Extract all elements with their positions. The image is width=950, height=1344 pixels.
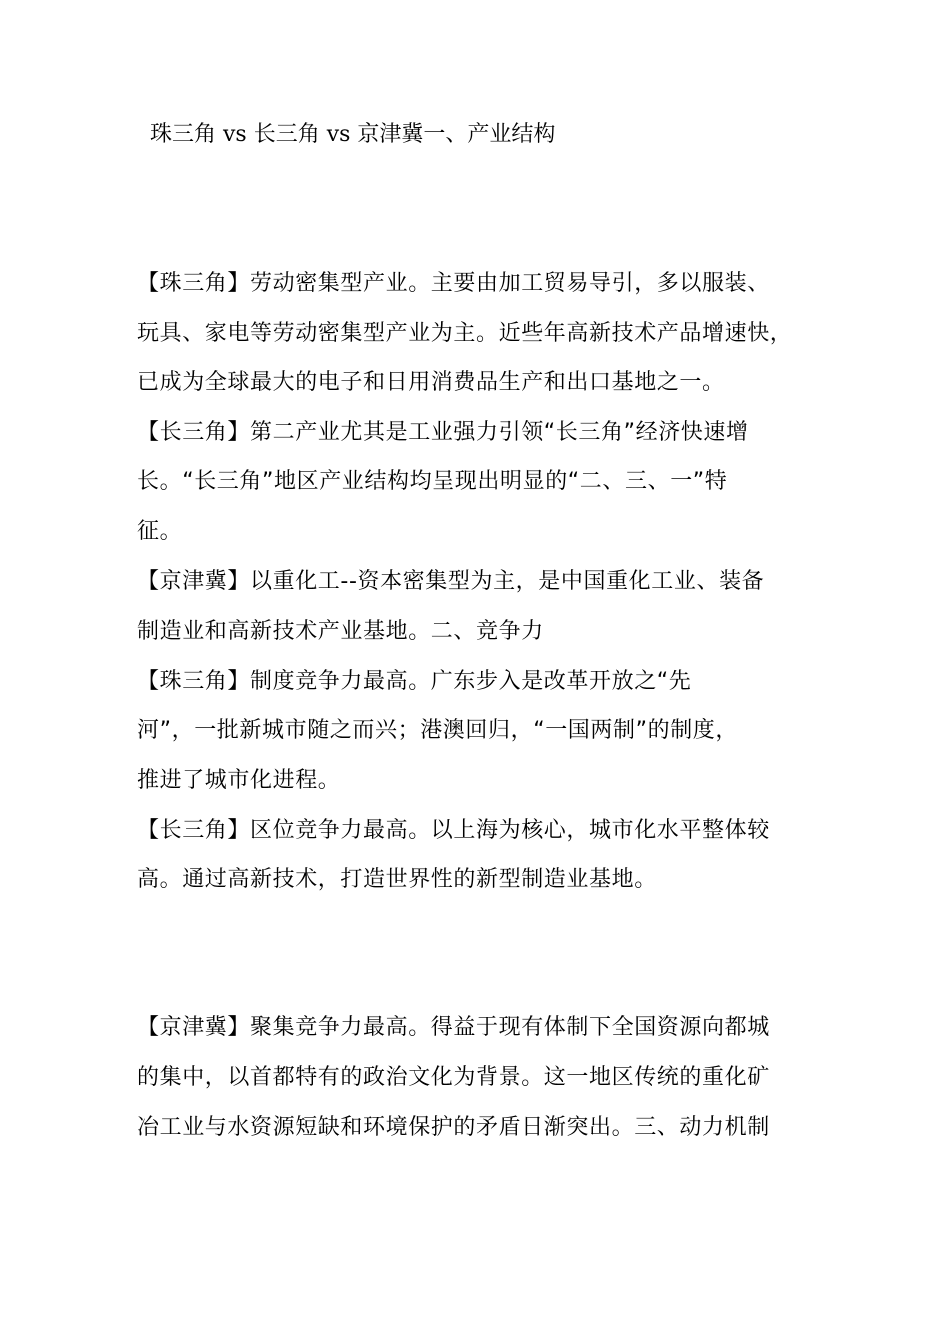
text-line: 长。“长三角”地区产业结构均呈现出明显的“二、三、一”特 bbox=[137, 469, 728, 494]
text-line: 玩具、家电等劳动密集型产业为主。近些年高新技术产品增速快， bbox=[137, 321, 793, 346]
text-line: 【长三角】第二产业尤其是工业强力引领“长三角”经济快速增 bbox=[137, 420, 749, 445]
text-line: 冶工业与水资源短缺和环境保护的矛盾日渐突出。三、动力机制 bbox=[137, 1115, 770, 1140]
document-title: 珠三角 vs 长三角 vs 京津冀一、产业结构 bbox=[150, 122, 556, 147]
text-line: 的集中，以首都特有的政治文化为背景。这一地区传统的重化矿 bbox=[137, 1065, 770, 1090]
text-line: 【京津冀】聚集竞争力最高。得益于现有体制下全国资源向都城 bbox=[137, 1015, 770, 1040]
text-line: 高。通过高新技术，打造世界性的新型制造业基地。 bbox=[137, 867, 657, 892]
text-line: 【珠三角】劳动密集型产业。主要由加工贸易导引，多以服装、 bbox=[137, 271, 770, 296]
text-line: 【珠三角】制度竞争力最高。广东步入是改革开放之“先 bbox=[137, 669, 692, 694]
text-line: 河”，一批新城市随之而兴；港澳回归，“一国两制”的制度， bbox=[137, 718, 738, 743]
text-line: 征。 bbox=[137, 519, 183, 544]
text-line: 已成为全球最大的电子和日用消费品生产和出口基地之一。 bbox=[137, 370, 725, 395]
text-line: 推进了城市化进程。 bbox=[137, 768, 341, 793]
text-line: 制造业和高新技术产业基地。二、竞争力 bbox=[137, 619, 544, 644]
text-line: 【长三角】区位竞争力最高。以上海为核心，城市化水平整体较 bbox=[137, 818, 770, 843]
text-line: 【京津冀】以重化工--资本密集型为主，是中国重化工业、装备 bbox=[137, 569, 765, 594]
